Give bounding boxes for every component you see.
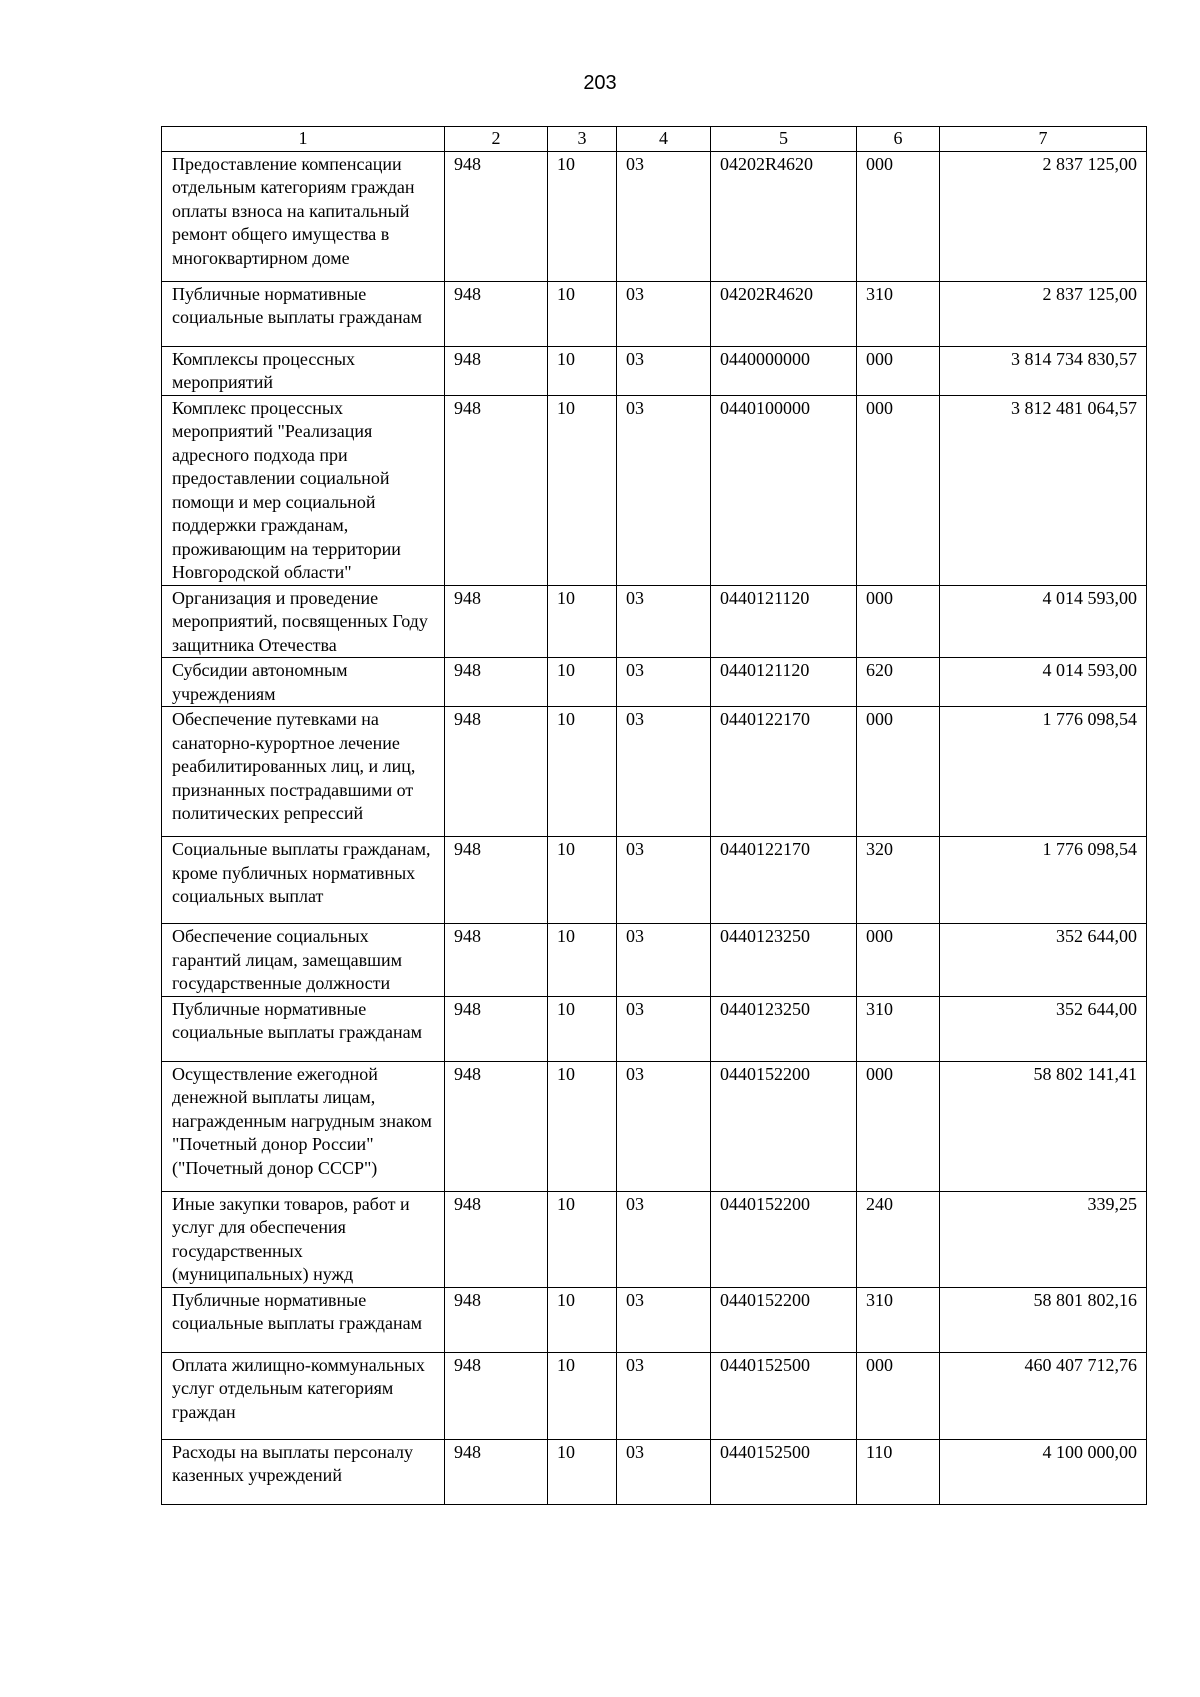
- row-ministry-code: 948: [445, 1061, 548, 1191]
- row-target-article: 0440121120: [711, 658, 857, 707]
- table-row: [162, 281, 1147, 346]
- row-ministry-code: 948: [445, 658, 548, 707]
- row-subsection: 03: [617, 346, 711, 395]
- row-section: 10: [548, 1061, 617, 1191]
- row-description: Публичные нормативные социальные выплаты гражданам: [162, 996, 445, 1061]
- row-target-article: 04202R4620: [711, 151, 857, 281]
- budget-table: [161, 126, 1147, 1505]
- row-description: Обеспечение путевками на санаторно-курортное лечение реабилитированных лиц, и лиц, признанных пострадавшими от политических репрессий: [162, 707, 445, 837]
- row-subsection: 03: [617, 1287, 711, 1352]
- row-ministry-code: 948: [445, 996, 548, 1061]
- row-expense-type: 240: [857, 1191, 940, 1287]
- row-description: Субсидии автономным учреждениям: [162, 658, 445, 707]
- row-expense-type: 000: [857, 585, 940, 658]
- column-header-6: 6: [857, 127, 940, 152]
- table-row: [162, 346, 1147, 395]
- table-row: [162, 1287, 1147, 1352]
- table-row: [162, 395, 1147, 585]
- table-row: [162, 1191, 1147, 1287]
- row-target-article: 0440122170: [711, 707, 857, 837]
- row-section: 10: [548, 151, 617, 281]
- table-row: [162, 1061, 1147, 1191]
- row-amount: 1 776 098,54: [940, 707, 1147, 837]
- row-amount: 339,25: [940, 1191, 1147, 1287]
- table-row: [162, 996, 1147, 1061]
- row-target-article: 04202R4620: [711, 281, 857, 346]
- column-header-7: 7: [940, 127, 1147, 152]
- column-header-3: 3: [548, 127, 617, 152]
- row-amount: 352 644,00: [940, 924, 1147, 997]
- row-section: 10: [548, 837, 617, 924]
- row-subsection: 03: [617, 1352, 711, 1439]
- row-expense-type: 320: [857, 837, 940, 924]
- page-number: 203: [583, 72, 617, 94]
- row-amount: 2 837 125,00: [940, 151, 1147, 281]
- table-row: [162, 151, 1147, 281]
- row-subsection: 03: [617, 658, 711, 707]
- row-section: 10: [548, 658, 617, 707]
- row-target-article: 0440122170: [711, 837, 857, 924]
- table-row: [162, 924, 1147, 997]
- row-subsection: 03: [617, 1439, 711, 1504]
- row-section: 10: [548, 395, 617, 585]
- row-description: Комплексы процессных мероприятий: [162, 346, 445, 395]
- row-section: 10: [548, 1352, 617, 1439]
- row-target-article: 0440121120: [711, 585, 857, 658]
- row-description: Расходы на выплаты персоналу казенных учреждений: [162, 1439, 445, 1504]
- row-subsection: 03: [617, 707, 711, 837]
- row-target-article: 0440100000: [711, 395, 857, 585]
- row-description: Осуществление ежегодной денежной выплаты лицам, награжденным нагрудным знаком "Почетный донор России" ("Почетный донор СССР"): [162, 1061, 445, 1191]
- row-section: 10: [548, 585, 617, 658]
- row-ministry-code: 948: [445, 1191, 548, 1287]
- row-target-article: 0440152200: [711, 1061, 857, 1191]
- row-expense-type: 000: [857, 151, 940, 281]
- row-target-article: 0440152500: [711, 1352, 857, 1439]
- row-ministry-code: 948: [445, 151, 548, 281]
- table-body: [162, 151, 1147, 1504]
- row-expense-type: 310: [857, 996, 940, 1061]
- row-expense-type: 000: [857, 346, 940, 395]
- row-target-article: 0440000000: [711, 346, 857, 395]
- column-header-2: 2: [445, 127, 548, 152]
- row-subsection: 03: [617, 281, 711, 346]
- row-amount: 352 644,00: [940, 996, 1147, 1061]
- row-subsection: 03: [617, 1191, 711, 1287]
- row-description: Оплата жилищно-коммунальных услуг отдельным категориям граждан: [162, 1352, 445, 1439]
- row-amount: 1 776 098,54: [940, 837, 1147, 924]
- row-subsection: 03: [617, 1061, 711, 1191]
- row-section: 10: [548, 346, 617, 395]
- row-ministry-code: 948: [445, 346, 548, 395]
- row-expense-type: 000: [857, 924, 940, 997]
- row-target-article: 0440123250: [711, 924, 857, 997]
- row-expense-type: 110: [857, 1439, 940, 1504]
- row-expense-type: 000: [857, 1352, 940, 1439]
- row-section: 10: [548, 707, 617, 837]
- row-section: 10: [548, 1287, 617, 1352]
- row-section: 10: [548, 281, 617, 346]
- row-amount: 58 801 802,16: [940, 1287, 1147, 1352]
- row-expense-type: 000: [857, 1061, 940, 1191]
- table-row: [162, 1352, 1147, 1439]
- row-section: 10: [548, 924, 617, 997]
- table-row: [162, 837, 1147, 924]
- column-header-4: 4: [617, 127, 711, 152]
- table-row: [162, 707, 1147, 837]
- row-description: Обеспечение социальных гарантий лицам, замещавшим государственные должности: [162, 924, 445, 997]
- row-target-article: 0440152200: [711, 1287, 857, 1352]
- table-header: [162, 127, 1147, 152]
- row-amount: 58 802 141,41: [940, 1061, 1147, 1191]
- row-amount: 4 100 000,00: [940, 1439, 1147, 1504]
- row-amount: 3 812 481 064,57: [940, 395, 1147, 585]
- column-header-1: 1: [162, 127, 445, 152]
- row-description: Публичные нормативные социальные выплаты гражданам: [162, 1287, 445, 1352]
- row-description: Комплекс процессных мероприятий "Реализация адресного подхода при предоставлении социальной помощи и мер социальной поддержки гражданам, проживающим на территории Новгородской области": [162, 395, 445, 585]
- row-description: Иные закупки товаров, работ и услуг для обеспечения государственных (муниципальных) нужд: [162, 1191, 445, 1287]
- row-amount: 4 014 593,00: [940, 658, 1147, 707]
- row-subsection: 03: [617, 837, 711, 924]
- row-ministry-code: 948: [445, 707, 548, 837]
- row-description: Организация и проведение мероприятий, посвященных Году защитника Отечества: [162, 585, 445, 658]
- column-header-5: 5: [711, 127, 857, 152]
- row-amount: 2 837 125,00: [940, 281, 1147, 346]
- row-subsection: 03: [617, 924, 711, 997]
- row-target-article: 0440152200: [711, 1191, 857, 1287]
- row-description: Публичные нормативные социальные выплаты гражданам: [162, 281, 445, 346]
- row-subsection: 03: [617, 395, 711, 585]
- row-expense-type: 620: [857, 658, 940, 707]
- row-subsection: 03: [617, 996, 711, 1061]
- row-expense-type: 310: [857, 281, 940, 346]
- row-ministry-code: 948: [445, 1352, 548, 1439]
- row-ministry-code: 948: [445, 924, 548, 997]
- row-target-article: 0440123250: [711, 996, 857, 1061]
- row-amount: 3 814 734 830,57: [940, 346, 1147, 395]
- row-ministry-code: 948: [445, 585, 548, 658]
- row-subsection: 03: [617, 585, 711, 658]
- row-section: 10: [548, 996, 617, 1061]
- table-row: [162, 585, 1147, 658]
- row-ministry-code: 948: [445, 395, 548, 585]
- row-ministry-code: 948: [445, 281, 548, 346]
- row-ministry-code: 948: [445, 837, 548, 924]
- row-description: Социальные выплаты гражданам, кроме публичных нормативных социальных выплат: [162, 837, 445, 924]
- row-expense-type: 310: [857, 1287, 940, 1352]
- row-amount: 4 014 593,00: [940, 585, 1147, 658]
- row-amount: 460 407 712,76: [940, 1352, 1147, 1439]
- row-section: 10: [548, 1191, 617, 1287]
- row-subsection: 03: [617, 151, 711, 281]
- row-description: Предоставление компенсации отдельным категориям граждан оплаты взноса на капитальный ремонт общего имущества в многоквартирном доме: [162, 151, 445, 281]
- row-expense-type: 000: [857, 395, 940, 585]
- row-expense-type: 000: [857, 707, 940, 837]
- row-target-article: 0440152500: [711, 1439, 857, 1504]
- header-row: [162, 127, 1147, 152]
- table-row: [162, 658, 1147, 707]
- table-row: [162, 1439, 1147, 1504]
- row-section: 10: [548, 1439, 617, 1504]
- row-ministry-code: 948: [445, 1439, 548, 1504]
- row-ministry-code: 948: [445, 1287, 548, 1352]
